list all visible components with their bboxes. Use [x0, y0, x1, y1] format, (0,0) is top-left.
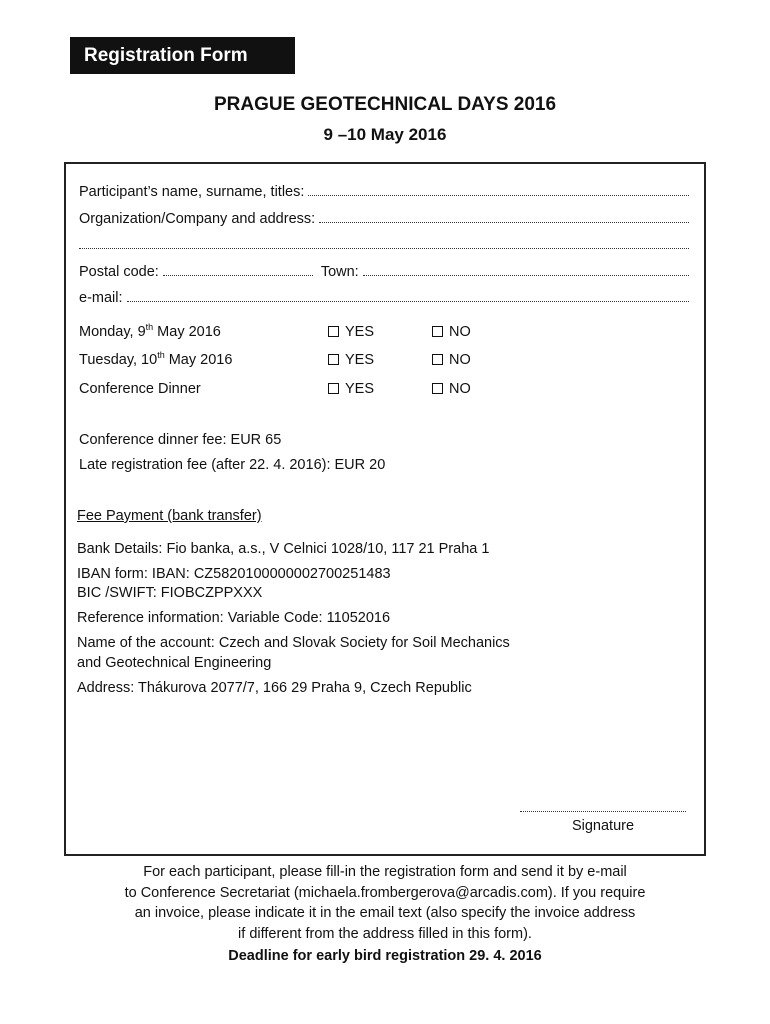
iban-text: IBAN form: IBAN: CZ5820100000002700251483	[77, 566, 391, 582]
organization-dotted-line[interactable]	[319, 210, 689, 223]
monday-no-label: NO	[449, 324, 471, 340]
email-dotted-line[interactable]	[127, 289, 689, 302]
bank-details-text: Bank Details: Fio banka, a.s., V Celnici 1028/10, 117 21 Praha 1	[77, 541, 490, 557]
address-text: Address: Thákurova 2077/7, 166 29 Praha 9, Czech Republic	[77, 680, 472, 696]
registration-form-header: Registration Form	[70, 37, 295, 74]
town-label: Town:	[320, 264, 359, 280]
tuesday-yes-option[interactable]	[328, 352, 374, 368]
email-label: e-mail:	[79, 290, 123, 306]
account-name-line2: and Geotechnical Engineering	[77, 655, 272, 671]
monday-label-month: May 2016	[153, 324, 221, 340]
dinner-no-option[interactable]	[432, 381, 471, 397]
participant-name-dotted-line[interactable]	[308, 183, 689, 196]
organization-label: Organization/Company and address:	[79, 211, 316, 227]
dinner-yes-option[interactable]	[328, 381, 374, 397]
signature-line[interactable]	[520, 803, 686, 812]
bic-text: BIC /SWIFT: FIOBCZPPXXX	[77, 585, 263, 601]
monday-label-sup: th	[145, 322, 154, 333]
organization-address-dotted-line[interactable]	[79, 236, 689, 249]
monday-yes-option[interactable]	[328, 324, 374, 340]
organization-address-field[interactable]	[79, 236, 689, 249]
dinner-yes-label: YES	[345, 381, 375, 397]
footer-line-3: an invoice, please indicate it in the email text (also specify the invoice address	[134, 905, 636, 921]
monday-no-option[interactable]	[432, 324, 471, 340]
fee-payment-heading: Fee Payment (bank transfer)	[77, 508, 262, 524]
email-field[interactable]	[79, 289, 689, 306]
deadline-text: Deadline for early bird registration 29. 4. 2016	[228, 948, 542, 964]
reference-text: Reference information: Variable Code: 11052016	[77, 610, 391, 626]
postal-code-label: Postal code:	[79, 264, 159, 280]
account-name-line1: Name of the account: Czech and Slovak Society for Soil Mechanics	[77, 635, 510, 651]
dinner-yes-checkbox[interactable]	[328, 383, 339, 394]
tuesday-label	[79, 352, 232, 368]
dinner-no-label: NO	[449, 381, 471, 397]
monday-yes-label: YES	[345, 324, 375, 340]
monday-yes-checkbox[interactable]	[328, 326, 339, 337]
town-dotted-line[interactable]	[363, 263, 689, 276]
footer-line-4: if different from the address filled in this form).	[238, 925, 532, 942]
tuesday-yes-checkbox[interactable]	[328, 354, 339, 365]
late-fee-text: Late registration fee (after 22. 4. 2016): EUR 20	[79, 457, 386, 473]
dinner-no-checkbox[interactable]	[432, 383, 443, 394]
tuesday-no-label: NO	[449, 352, 471, 368]
conference-dinner-label-text: Conference Dinner	[79, 381, 201, 397]
dinner-fee-text: Conference dinner fee: EUR 65	[79, 432, 282, 448]
postal-code-dotted-line[interactable]	[163, 263, 313, 276]
footer-line-2: to Conference Secretariat (michaela.frombergerova@arcadis.com). If you require	[124, 884, 646, 901]
tuesday-label-text: Tuesday, 10	[79, 352, 158, 368]
footer-line-1: For each participant, please fill-in the registration form and send it by e-mail	[143, 864, 627, 880]
monday-no-checkbox[interactable]	[432, 326, 443, 337]
footer-instructions	[60, 862, 710, 967]
signature-label: Signature	[571, 818, 635, 834]
tuesday-yes-label: YES	[345, 352, 375, 368]
tuesday-no-option[interactable]	[432, 352, 471, 368]
event-dates: 9 –10 May 2016	[323, 125, 447, 144]
monday-label-text: Monday, 9	[79, 324, 146, 340]
conference-dinner-label	[79, 381, 201, 397]
monday-label	[79, 324, 221, 340]
postal-town-row	[79, 263, 689, 280]
event-title: PRAGUE GEOTECHNICAL DAYS 2016	[213, 94, 557, 115]
organization-field[interactable]	[79, 210, 689, 227]
participant-name-field[interactable]	[79, 183, 689, 200]
tuesday-no-checkbox[interactable]	[432, 354, 443, 365]
tuesday-label-month: May 2016	[164, 352, 233, 368]
tuesday-label-sup: th	[157, 350, 165, 361]
participant-name-label: Participant’s name, surname, titles:	[79, 184, 305, 200]
